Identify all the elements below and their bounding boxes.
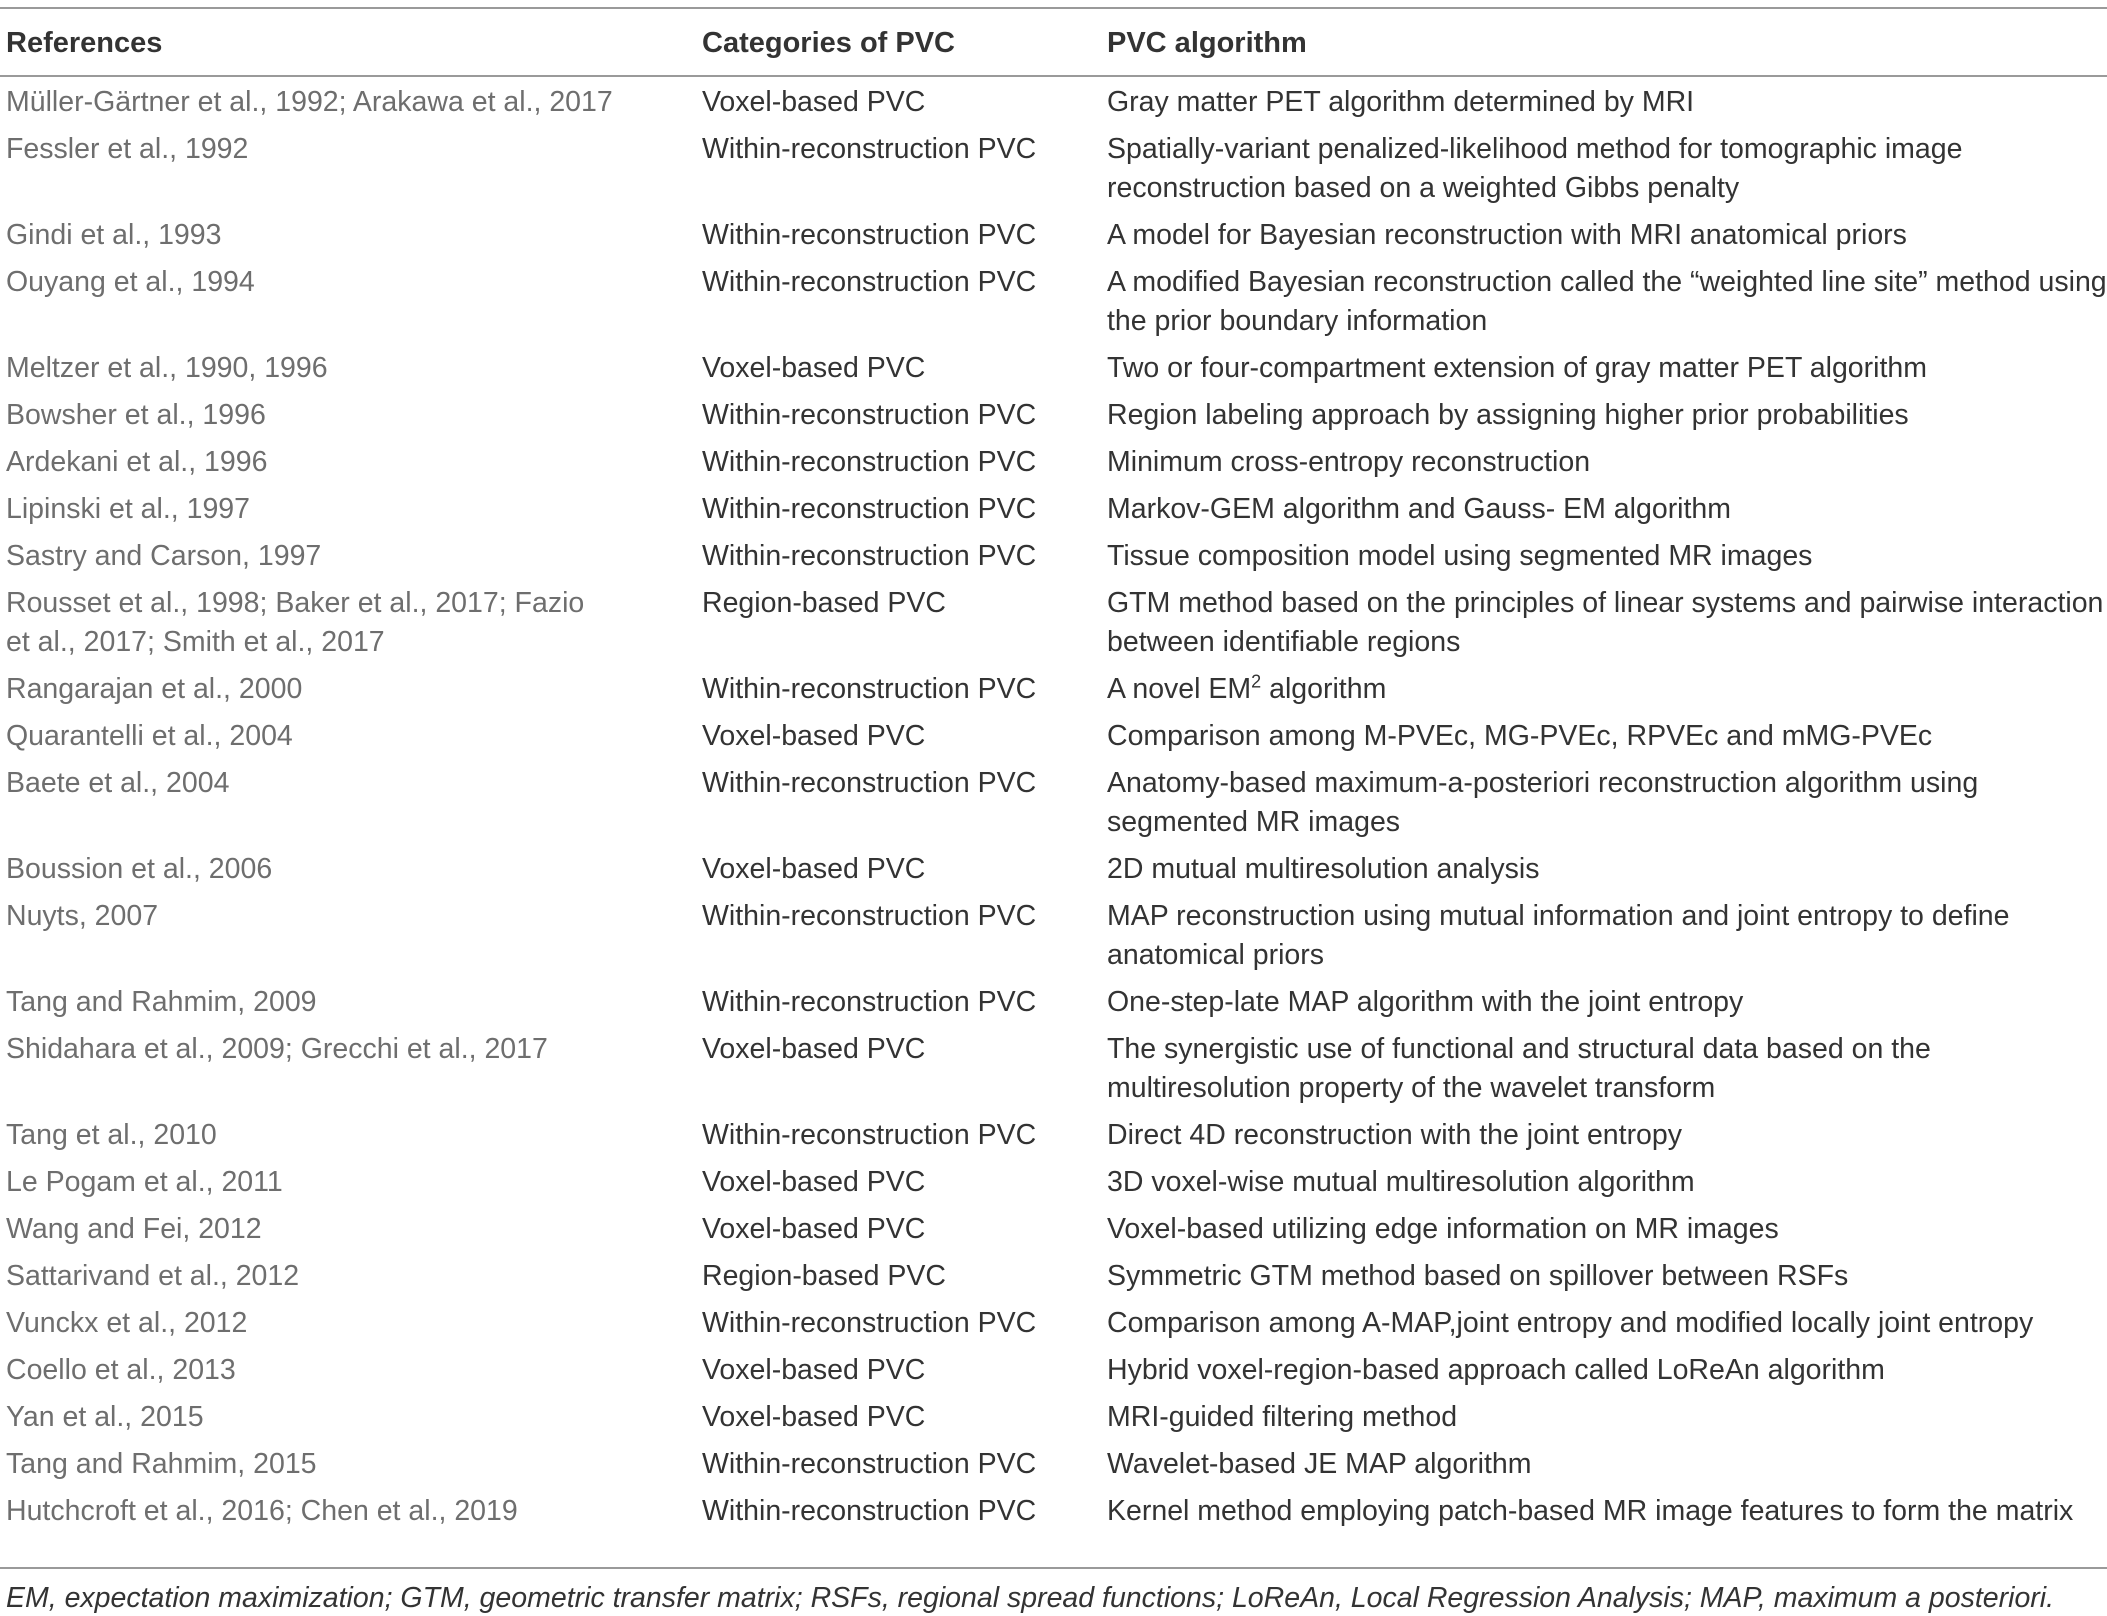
cell-algorithm xyxy=(1107,263,2107,341)
cell-category: Within-reconstruction PVC xyxy=(702,493,1037,525)
algorithm-text: GTM method based on the principles of linear systems and pairwise interaction xyxy=(1107,587,2104,619)
cell-category: Within-reconstruction PVC xyxy=(702,219,1037,251)
algorithm-line xyxy=(1107,1492,2107,1531)
cell-reference xyxy=(6,1351,696,1390)
table-row xyxy=(0,349,2107,388)
cell-category: Within-reconstruction PVC xyxy=(702,1448,1037,1480)
table-row xyxy=(0,897,2107,975)
table-row xyxy=(0,670,2107,709)
algorithm-text: Comparison among A-MAP,joint entropy and modified locally joint entropy xyxy=(1107,1307,2034,1339)
algorithm-text: reconstruction based on a weighted Gibbs penalty xyxy=(1107,172,1740,204)
cell-algorithm xyxy=(1107,396,2107,435)
algorithm-line xyxy=(1107,1210,2107,1249)
cell-algorithm xyxy=(1107,764,2107,842)
cell-reference xyxy=(6,1030,696,1069)
algorithm-text: Anatomy-based maximum-a-posteriori reconstruction algorithm using xyxy=(1107,767,1979,799)
cell-reference xyxy=(6,1398,696,1437)
cell-reference xyxy=(6,443,696,482)
algorithm-text: A model for Bayesian reconstruction with MRI anatomical priors xyxy=(1107,219,1907,251)
cell-category: Within-reconstruction PVC xyxy=(702,900,1037,932)
reference-line: Yan et al., 2015 xyxy=(6,1401,204,1433)
table-row xyxy=(0,1210,2107,1249)
cell-reference xyxy=(6,83,696,122)
algorithm-superscript: 2 xyxy=(1251,671,1262,692)
cell-category: Within-reconstruction PVC xyxy=(702,133,1037,165)
cell-algorithm xyxy=(1107,537,2107,576)
algorithm-text: Gray matter PET algorithm determined by MRI xyxy=(1107,86,1695,118)
algorithm-line xyxy=(1107,263,2107,302)
algorithm-text: anatomical priors xyxy=(1107,939,1325,971)
algorithm-line xyxy=(1107,443,2107,482)
algorithm-text: MAP reconstruction using mutual information and joint entropy to define xyxy=(1107,900,2010,932)
reference-line: Tang and Rahmim, 2009 xyxy=(6,986,317,1018)
algorithm-line xyxy=(1107,936,2107,975)
cell-category: Within-reconstruction PVC xyxy=(702,1307,1037,1339)
algorithm-line xyxy=(1107,1304,2107,1343)
cell-reference xyxy=(6,1116,696,1155)
cell-category: Within-reconstruction PVC xyxy=(702,266,1037,298)
cell-algorithm xyxy=(1107,1116,2107,1155)
cell-category: Within-reconstruction PVC xyxy=(702,986,1037,1018)
algorithm-line xyxy=(1107,1030,2107,1069)
cell-reference xyxy=(6,537,696,576)
algorithm-line xyxy=(1107,490,2107,529)
algorithm-line xyxy=(1107,897,2107,936)
algorithm-line xyxy=(1107,584,2107,623)
cell-reference xyxy=(6,263,696,302)
algorithm-text: Direct 4D reconstruction with the joint entropy xyxy=(1107,1119,1683,1151)
algorithm-text: Minimum cross-entropy reconstruction xyxy=(1107,446,1591,478)
algorithm-text: The synergistic use of functional and structural data based on the xyxy=(1107,1033,1931,1065)
algorithm-text: Markov-GEM algorithm and Gauss- EM algorithm xyxy=(1107,493,1732,525)
reference-line: Sastry and Carson, 1997 xyxy=(6,540,322,572)
algorithm-line xyxy=(1107,1163,2107,1202)
cell-algorithm xyxy=(1107,717,2107,756)
cell-reference xyxy=(6,983,696,1022)
cell-algorithm xyxy=(1107,1398,2107,1437)
cell-reference xyxy=(6,717,696,756)
table-row xyxy=(0,717,2107,756)
reference-line: Le Pogam et al., 2011 xyxy=(6,1166,283,1198)
algorithm-line xyxy=(1107,670,2107,709)
table-header-row xyxy=(0,7,2107,75)
cell-category: Voxel-based PVC xyxy=(702,1213,926,1245)
cell-reference xyxy=(6,1257,696,1296)
cell-reference xyxy=(6,764,696,803)
algorithm-text: Tissue composition model using segmented MR images xyxy=(1107,540,1813,572)
algorithm-text: between identifiable regions xyxy=(1107,626,1461,658)
table-row xyxy=(0,1351,2107,1390)
algorithm-line xyxy=(1107,623,2107,662)
table-row xyxy=(0,1030,2107,1108)
table-row xyxy=(0,1398,2107,1437)
table-row xyxy=(0,443,2107,482)
algorithm-line xyxy=(1107,983,2107,1022)
algorithm-text: multiresolution property of the wavelet transform xyxy=(1107,1072,1716,1104)
reference-line: Fessler et al., 1992 xyxy=(6,133,249,165)
cell-algorithm xyxy=(1107,1030,2107,1108)
algorithm-line xyxy=(1107,396,2107,435)
table-bottom-rule xyxy=(0,1567,2107,1569)
table-row xyxy=(0,584,2107,662)
cell-category: Voxel-based PVC xyxy=(702,1354,926,1386)
cell-category: Voxel-based PVC xyxy=(702,86,926,118)
algorithm-line xyxy=(1107,349,2107,388)
reference-line: Quarantelli et al., 2004 xyxy=(6,720,293,752)
cell-reference xyxy=(6,897,696,936)
cell-category: Within-reconstruction PVC xyxy=(702,399,1037,431)
cell-category: Region-based PVC xyxy=(702,587,946,619)
algorithm-suffix: algorithm xyxy=(1261,673,1387,705)
cell-algorithm xyxy=(1107,1304,2107,1343)
header-references: References xyxy=(6,27,163,59)
cell-reference xyxy=(6,130,696,169)
algorithm-text: One-step-late MAP algorithm with the joint entropy xyxy=(1107,986,1744,1018)
algorithm-line xyxy=(1107,302,2107,341)
cell-category: Voxel-based PVC xyxy=(702,352,926,384)
cell-category: Within-reconstruction PVC xyxy=(702,1119,1037,1151)
algorithm-line xyxy=(1107,764,2107,803)
cell-reference xyxy=(6,670,696,709)
table-footnote: EM, expectation maximization; GTM, geometric transfer matrix; RSFs, regional spread functions; LoReAn, Local Regression Analysis; MAP, maximum a posteriori. xyxy=(6,1582,2055,1614)
algorithm-line xyxy=(1107,83,2107,122)
cell-category: Voxel-based PVC xyxy=(702,720,926,752)
reference-line: Sattarivand et al., 2012 xyxy=(6,1260,300,1292)
table-row xyxy=(0,216,2107,255)
cell-reference xyxy=(6,1492,696,1531)
cell-algorithm xyxy=(1107,670,2107,709)
algorithm-text: Voxel-based utilizing edge information on MR images xyxy=(1107,1213,1779,1245)
cell-category: Voxel-based PVC xyxy=(702,1033,926,1065)
reference-line: Wang and Fei, 2012 xyxy=(6,1213,262,1245)
table-row xyxy=(0,850,2107,889)
cell-algorithm xyxy=(1107,983,2107,1022)
reference-line: Boussion et al., 2006 xyxy=(6,853,273,885)
reference-line: Ouyang et al., 1994 xyxy=(6,266,255,298)
cell-algorithm xyxy=(1107,584,2107,662)
cell-reference xyxy=(6,490,696,529)
reference-line: Tang and Rahmim, 2015 xyxy=(6,1448,317,1480)
table-row xyxy=(0,83,2107,122)
cell-algorithm xyxy=(1107,1257,2107,1296)
cell-algorithm xyxy=(1107,897,2107,975)
algorithm-line xyxy=(1107,1116,2107,1155)
reference-line: Meltzer et al., 1990, 1996 xyxy=(6,352,328,384)
cell-reference xyxy=(6,349,696,388)
cell-reference xyxy=(6,850,696,889)
algorithm-text: Hybrid voxel-region-based approach called LoReAn algorithm xyxy=(1107,1354,1885,1386)
table-row xyxy=(0,1116,2107,1155)
table-row xyxy=(0,1304,2107,1343)
algorithm-line xyxy=(1107,130,2107,169)
reference-line: Rangarajan et al., 2000 xyxy=(6,673,303,705)
table-row xyxy=(0,490,2107,529)
reference-line: Shidahara et al., 2009; Grecchi et al., 2017 xyxy=(6,1033,548,1065)
algorithm-text: Symmetric GTM method based on spillover between RSFs xyxy=(1107,1260,1849,1292)
cell-algorithm xyxy=(1107,349,2107,388)
algorithm-line xyxy=(1107,850,2107,889)
algorithm-line xyxy=(1107,537,2107,576)
table-row xyxy=(0,1257,2107,1296)
reference-line: et al., 2017; Smith et al., 2017 xyxy=(6,626,385,658)
cell-algorithm xyxy=(1107,130,2107,208)
cell-algorithm xyxy=(1107,83,2107,122)
algorithm-line xyxy=(1107,216,2107,255)
table-row xyxy=(0,1445,2107,1484)
algorithm-line xyxy=(1107,1069,2107,1108)
reference-line: Baete et al., 2004 xyxy=(6,767,230,799)
cell-reference xyxy=(6,1163,696,1202)
cell-category: Within-reconstruction PVC xyxy=(702,540,1037,572)
cell-category: Voxel-based PVC xyxy=(702,1401,926,1433)
table-body xyxy=(0,83,2107,1539)
cell-category: Within-reconstruction PVC xyxy=(702,767,1037,799)
algorithm-text: 3D voxel-wise mutual multiresolution algorithm xyxy=(1107,1166,1695,1198)
algorithm-text: the prior boundary information xyxy=(1107,305,1488,337)
cell-algorithm xyxy=(1107,1163,2107,1202)
table-row xyxy=(0,537,2107,576)
reference-line: Ardekani et al., 1996 xyxy=(6,446,268,478)
cell-algorithm xyxy=(1107,490,2107,529)
cell-category: Within-reconstruction PVC xyxy=(702,446,1037,478)
algorithm-text: 2D mutual multiresolution analysis xyxy=(1107,853,1540,885)
table-row xyxy=(0,983,2107,1022)
header-algorithm: PVC algorithm xyxy=(1107,27,1307,59)
reference-line: Tang et al., 2010 xyxy=(6,1119,217,1151)
algorithm-text: Kernel method employing patch-based MR image features to form the matrix xyxy=(1107,1495,2074,1527)
algorithm-line xyxy=(1107,1351,2107,1390)
algorithm-text: A novel EM xyxy=(1107,673,1252,705)
reference-line: Rousset et al., 1998; Baker et al., 2017; Fazio xyxy=(6,587,585,619)
table-row xyxy=(0,396,2107,435)
algorithm-line xyxy=(1107,1398,2107,1437)
cell-category: Voxel-based PVC xyxy=(702,853,926,885)
cell-reference xyxy=(6,584,696,662)
cell-algorithm xyxy=(1107,1210,2107,1249)
cell-algorithm xyxy=(1107,216,2107,255)
reference-line: Lipinski et al., 1997 xyxy=(6,493,250,525)
algorithm-line xyxy=(1107,169,2107,208)
cell-algorithm xyxy=(1107,1492,2107,1531)
reference-line: Gindi et al., 1993 xyxy=(6,219,222,251)
algorithm-text: Comparison among M-PVEc, MG-PVEc, RPVEc and mMG-PVEc xyxy=(1107,720,1933,752)
algorithm-line xyxy=(1107,1257,2107,1296)
reference-line: Nuyts, 2007 xyxy=(6,900,159,932)
algorithm-text: Wavelet-based JE MAP algorithm xyxy=(1107,1448,1532,1480)
table-header-rule xyxy=(0,75,2107,77)
reference-line: Coello et al., 2013 xyxy=(6,1354,236,1386)
cell-category: Region-based PVC xyxy=(702,1260,946,1292)
cell-algorithm xyxy=(1107,1351,2107,1390)
algorithm-line xyxy=(1107,803,2107,842)
header-categories: Categories of PVC xyxy=(702,27,955,59)
cell-algorithm xyxy=(1107,850,2107,889)
cell-reference xyxy=(6,396,696,435)
table-row xyxy=(0,764,2107,842)
algorithm-text: Region labeling approach by assigning higher prior probabilities xyxy=(1107,399,1909,431)
algorithm-text: A modified Bayesian reconstruction called the “weighted line site” method using xyxy=(1107,266,2107,298)
algorithm-text: Spatially-variant penalized-likelihood method for tomographic image xyxy=(1107,133,1963,165)
table-row xyxy=(0,1492,2107,1531)
reference-line: Hutchcroft et al., 2016; Chen et al., 2019 xyxy=(6,1495,518,1527)
table-row xyxy=(0,1163,2107,1202)
cell-algorithm xyxy=(1107,443,2107,482)
cell-category: Within-reconstruction PVC xyxy=(702,1495,1037,1527)
cell-category: Within-reconstruction PVC xyxy=(702,673,1037,705)
cell-reference xyxy=(6,1210,696,1249)
algorithm-text: segmented MR images xyxy=(1107,806,1401,838)
cell-reference xyxy=(6,1304,696,1343)
cell-category: Voxel-based PVC xyxy=(702,1166,926,1198)
reference-line: Vunckx et al., 2012 xyxy=(6,1307,248,1339)
algorithm-line xyxy=(1107,1445,2107,1484)
table-row xyxy=(0,263,2107,341)
algorithm-text: Two or four-compartment extension of gray matter PET algorithm xyxy=(1107,352,1927,384)
algorithm-text: MRI-guided filtering method xyxy=(1107,1401,1458,1433)
table-row xyxy=(0,130,2107,208)
cell-reference xyxy=(6,216,696,255)
reference-line: Bowsher et al., 1996 xyxy=(6,399,266,431)
reference-line: Müller-Gärtner et al., 1992; Arakawa et al., 2017 xyxy=(6,86,613,118)
algorithm-line xyxy=(1107,717,2107,756)
cell-algorithm xyxy=(1107,1445,2107,1484)
cell-reference xyxy=(6,1445,696,1484)
